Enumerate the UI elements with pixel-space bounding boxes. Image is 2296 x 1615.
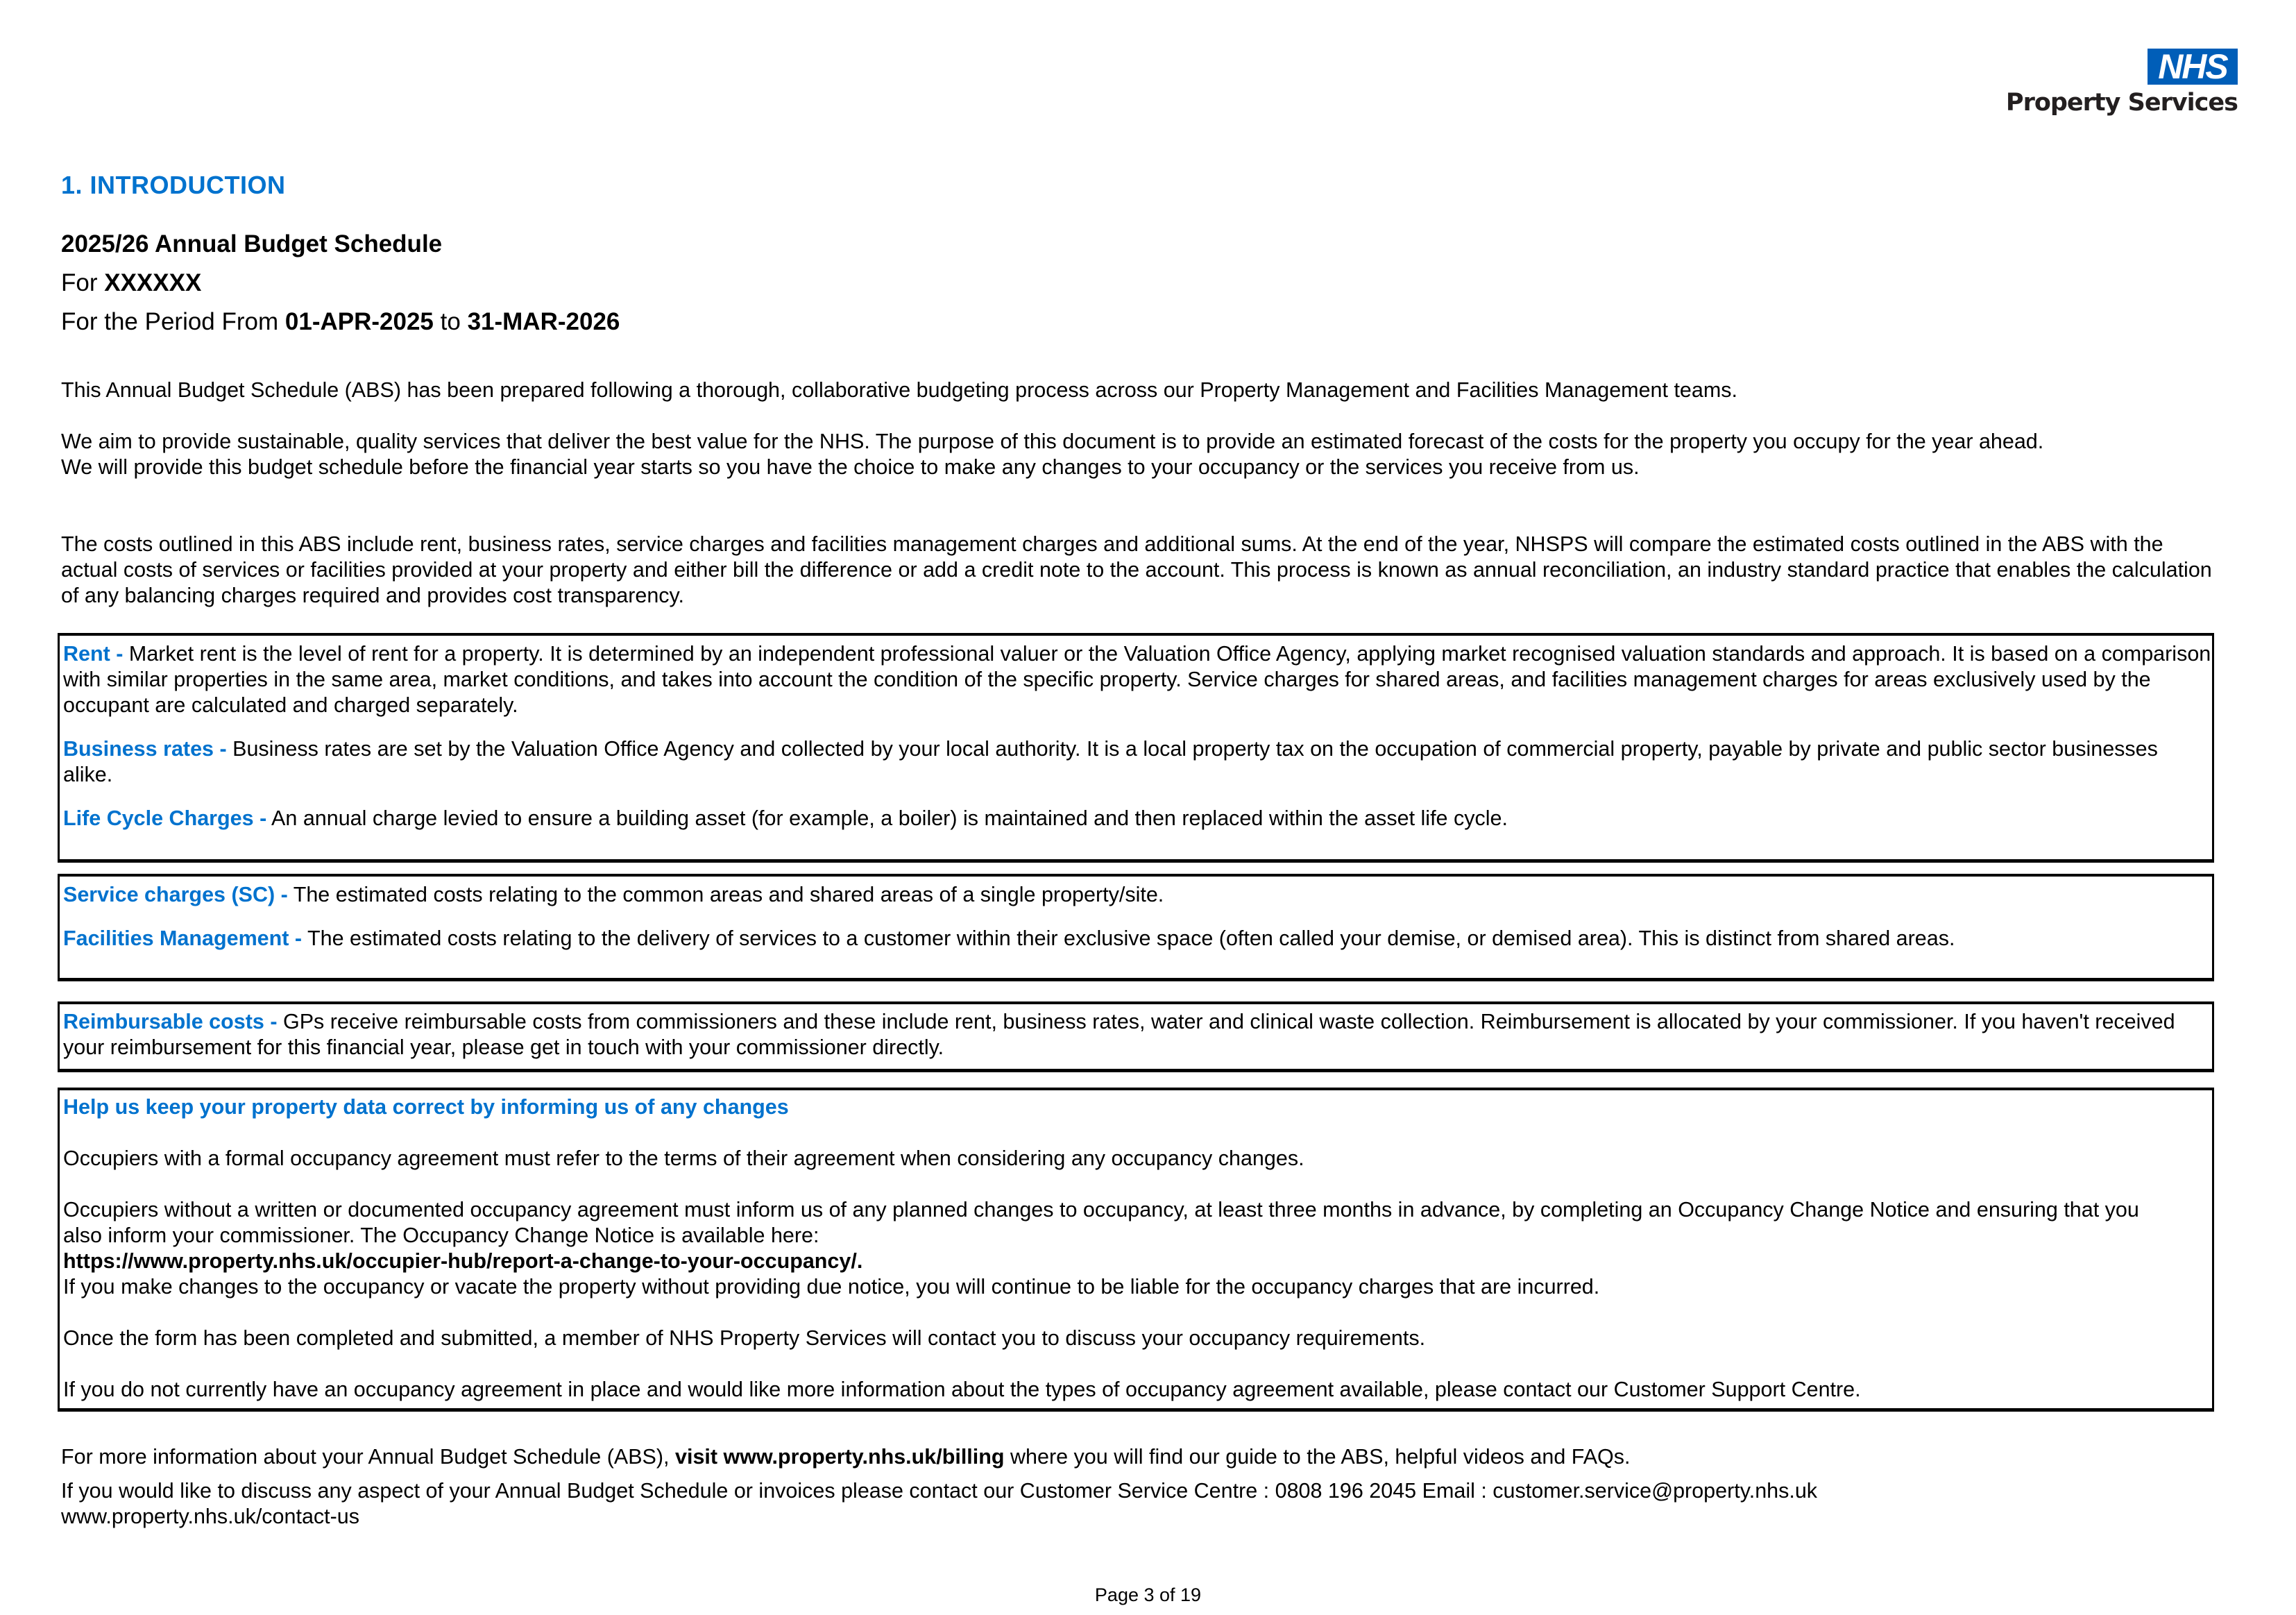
definitions-box-service-fm (58, 874, 2214, 981)
for-label: For (61, 269, 98, 296)
nhs-logo-subtitle: Property Services (2005, 89, 2238, 117)
definitions-box-reimbursable (58, 1001, 2214, 1072)
occupancy-change-link[interactable]: https://www.property.nhs.uk/occupier-hub/report-a-change-to-your-occupancy/. (63, 1249, 863, 1273)
definition-text: The estimated costs relating to the common areas and shared areas of a single property/site. (293, 883, 1164, 906)
intro-paragraph-1: This Annual Budget Schedule (ABS) has been prepared following a thorough, collaborative budgeting process across our Property Management and Facilities Management teams. (61, 378, 1737, 402)
period-label: For the Period From (61, 308, 279, 335)
changes-paragraph-2: Occupiers without a written or documented occupancy agreement must inform us of any planned changes to occupancy, at least three months in advance, by completing an Occupancy Change Notice and ensuring that you also inform your commissioner. The Occupancy Change Notice is available here: (63, 1198, 2139, 1247)
definition-business-rates (60, 736, 2212, 788)
period-to: 31-MAR-2026 (467, 308, 620, 335)
document-title: 2025/26 Annual Budget Schedule (61, 230, 443, 257)
footer-info-line (61, 1444, 2219, 1470)
period-from: 01-APR-2025 (284, 308, 434, 335)
intro-paragraph-3: The costs outlined in this ABS include rent, business rates, service charges and facilities management charges and additional sums. At the end of the year, NHSPS will compare the estimated costs outlined in the ABS with the actual costs of services or facilities provided at your property and either bill the difference or add a credit note to the account. This process is known as annual reconciliation, an industry standard practice that enables the calculation of any balancing charges required and provides cost transparency. (61, 532, 2212, 607)
footer-info-suffix: where you will find our guide to the ABS, helpful videos and FAQs. (1010, 1445, 1631, 1469)
footer-info-prefix: For more information about your Annual Budget Schedule (ABS), (61, 1445, 670, 1469)
changes-paragraph-3: If you make changes to the occupancy or vacate the property without providing due notice, you will continue to be liable for the occupancy charges that are incurred. (63, 1275, 1600, 1299)
billing-link[interactable]: visit www.property.nhs.uk/billing (675, 1445, 1005, 1469)
customer-name: XXXXXX (104, 269, 202, 296)
term-life-cycle: Life Cycle Charges - (63, 806, 267, 830)
changes-paragraph-1: Occupiers with a formal occupancy agreement must refer to the terms of their agreement when considering any occupancy changes. (63, 1147, 1304, 1170)
definition-text: Market rent is the level of rent for a property. It is determined by an independent professional valuer or the Valuation Office Agency, applying market recognised valuation standards and approach. It is based on a comparison with similar properties in the same area, market conditions, and takes into account the condition of the specific property. Service charges for shared areas, and facilities management charges for areas exclusively used by the occupant are calculated and charged separately. (63, 642, 2211, 717)
footer-contact-line: If you would like to discuss any aspect of your Annual Budget Schedule or invoices please contact our Customer Service Centre : 0808 196 2045 Email : customer.service@property.nhs.uk (61, 1479, 1818, 1503)
term-reimbursable-costs: Reimbursable costs - (63, 1010, 278, 1033)
intro-paragraph-2b: We will provide this budget schedule before the financial year starts so you have the choice to make any changes to your occupancy or the services you receive from us. (61, 455, 1640, 479)
period-line (61, 308, 620, 336)
customer-line (61, 269, 201, 297)
definition-text: The estimated costs relating to the delivery of services to a customer within their exclusive space (often called your demise, or demised area). This is distinct from shared areas. (307, 927, 1955, 950)
period-to-label: to (440, 308, 461, 335)
occupancy-changes-box (58, 1088, 2214, 1412)
term-rent: Rent - (63, 642, 124, 666)
section-heading: 1. INTRODUCTION (61, 171, 286, 199)
definition-text: Business rates are set by the Valuation Office Agency and collected by your local authority. It is a local property tax on the occupation of commercial property, payable by private and public sector businesses alike. (63, 737, 2158, 786)
definition-life-cycle (60, 806, 2212, 831)
term-service-charges: Service charges (SC) - (63, 883, 288, 906)
definition-service-charges (60, 877, 2212, 908)
term-business-rates: Business rates - (63, 737, 227, 761)
definition-facilities-management (60, 926, 2212, 952)
nhs-logo-badge: NHS (2148, 49, 2238, 85)
definition-text: An annual charge levied to ensure a building asset (for example, a boiler) is maintained and then replaced within the asset life cycle. (271, 806, 1508, 830)
definition-reimbursable-costs (60, 1004, 2212, 1060)
term-facilities-management: Facilities Management - (63, 927, 303, 950)
intro-paragraph-2 (61, 429, 2198, 480)
changes-paragraph-4: Once the form has been completed and submitted, a member of NHS Property Services will contact you to discuss your occupancy requirements. (63, 1326, 1426, 1350)
page-number: Page 3 of 19 (1094, 1584, 1202, 1605)
footer-contact (61, 1478, 2219, 1530)
definition-rent (60, 636, 2212, 718)
definitions-box-rent-rates-lifecycle (58, 633, 2214, 863)
intro-paragraph-2a: We aim to provide sustainable, quality services that deliver the best value for the NHS. The purpose of this document is to provide an estimated forecast of the costs for the property you occupy for the year ahead. (61, 430, 2044, 453)
changes-paragraph-5: If you do not currently have an occupancy agreement in place and would like more information about the types of occupancy agreement available, please contact our Customer Support Centre. (63, 1378, 1861, 1401)
contact-us-link[interactable]: www.property.nhs.uk/contact-us (61, 1505, 360, 1528)
definition-text: GPs receive reimbursable costs from commissioners and these include rent, business rates, water and clinical waste collection. Reimbursement is allocated by your commissioner. If you haven't received your reimbursement for this financial year, please get in touch with your commissioner directly. (63, 1010, 2175, 1059)
changes-box-title: Help us keep your property data correct by informing us of any changes (63, 1095, 789, 1119)
